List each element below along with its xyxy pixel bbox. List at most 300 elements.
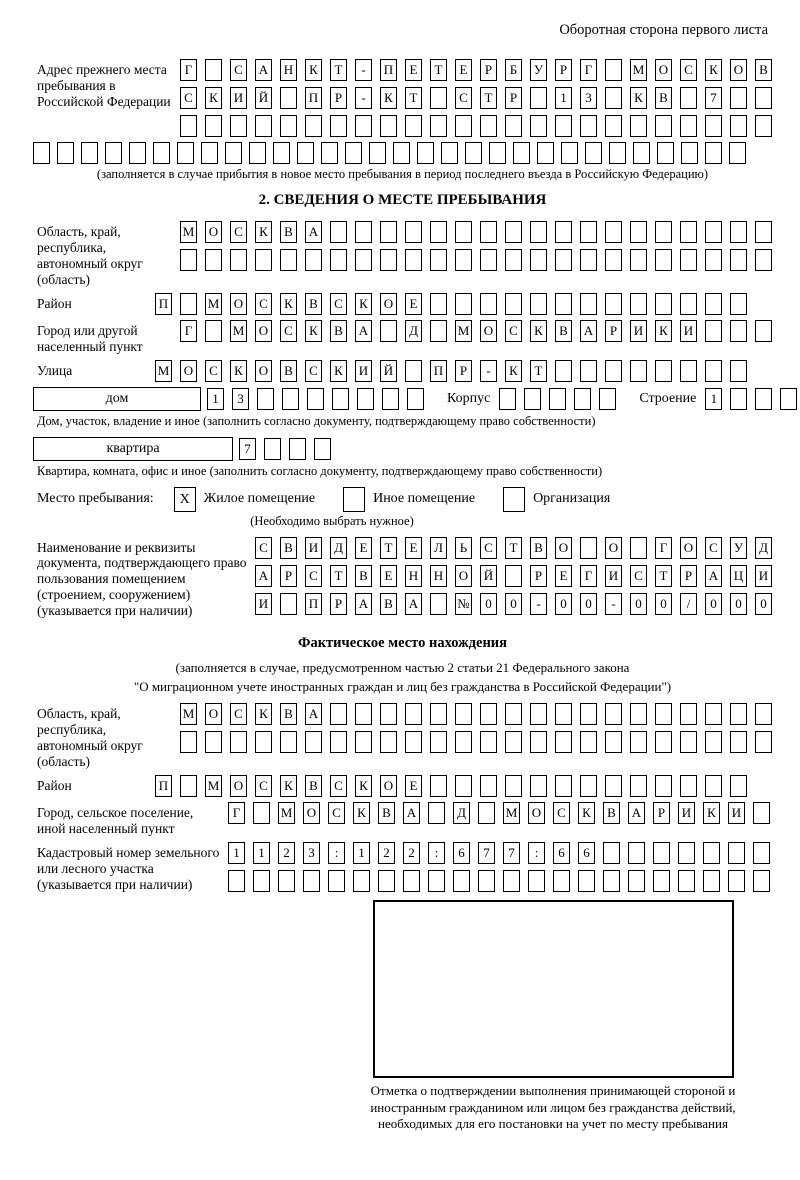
char-box[interactable]: [755, 320, 772, 342]
char-box[interactable]: [609, 142, 626, 164]
char-box[interactable]: Г: [580, 59, 597, 81]
char-box[interactable]: В: [555, 320, 572, 342]
char-box[interactable]: [605, 360, 622, 382]
char-box[interactable]: В: [280, 360, 297, 382]
char-box[interactable]: [605, 59, 622, 81]
char-box[interactable]: [465, 142, 482, 164]
char-box[interactable]: П: [155, 293, 172, 315]
char-box[interactable]: [405, 731, 422, 753]
char-box[interactable]: О: [380, 293, 397, 315]
char-box[interactable]: 7: [478, 842, 495, 864]
char-box[interactable]: [355, 731, 372, 753]
char-box[interactable]: У: [730, 537, 747, 559]
char-box[interactable]: Д: [453, 802, 470, 824]
char-box[interactable]: [580, 115, 597, 137]
char-box[interactable]: К: [330, 360, 347, 382]
char-box[interactable]: С: [680, 59, 697, 81]
char-box[interactable]: К: [380, 87, 397, 109]
char-box[interactable]: Н: [430, 565, 447, 587]
char-box[interactable]: 0: [555, 593, 572, 615]
char-box[interactable]: И: [680, 320, 697, 342]
char-box[interactable]: [728, 870, 745, 892]
char-box[interactable]: В: [305, 775, 322, 797]
char-box[interactable]: О: [205, 703, 222, 725]
char-box[interactable]: [505, 293, 522, 315]
char-box[interactable]: [505, 249, 522, 271]
char-box[interactable]: [177, 142, 194, 164]
char-box[interactable]: О: [730, 59, 747, 81]
char-box[interactable]: А: [628, 802, 645, 824]
char-box[interactable]: [605, 221, 622, 243]
char-box[interactable]: [455, 249, 472, 271]
char-box[interactable]: Е: [555, 565, 572, 587]
char-box[interactable]: [428, 870, 445, 892]
char-box[interactable]: [257, 388, 274, 410]
char-box[interactable]: [730, 731, 747, 753]
char-box[interactable]: [355, 249, 372, 271]
char-box[interactable]: 3: [232, 388, 249, 410]
char-box[interactable]: [480, 775, 497, 797]
char-box[interactable]: 1: [705, 388, 722, 410]
char-box[interactable]: С: [230, 703, 247, 725]
char-box[interactable]: [524, 388, 541, 410]
char-box[interactable]: [180, 115, 197, 137]
char-box[interactable]: Е: [405, 775, 422, 797]
char-box[interactable]: [430, 221, 447, 243]
char-box[interactable]: В: [755, 59, 772, 81]
char-box[interactable]: [605, 115, 622, 137]
char-box[interactable]: О: [480, 320, 497, 342]
char-box[interactable]: Е: [405, 293, 422, 315]
char-box[interactable]: [289, 438, 306, 460]
char-box[interactable]: О: [230, 775, 247, 797]
char-box[interactable]: [730, 775, 747, 797]
char-box[interactable]: Й: [480, 565, 497, 587]
char-box[interactable]: [680, 293, 697, 315]
char-box[interactable]: Т: [430, 59, 447, 81]
char-box[interactable]: [441, 142, 458, 164]
char-box[interactable]: О: [205, 221, 222, 243]
char-box[interactable]: О: [180, 360, 197, 382]
char-box[interactable]: [455, 293, 472, 315]
char-box[interactable]: 0: [480, 593, 497, 615]
char-box[interactable]: Е: [355, 537, 372, 559]
char-box[interactable]: [605, 293, 622, 315]
char-box[interactable]: [405, 360, 422, 382]
char-box[interactable]: [505, 775, 522, 797]
char-box[interactable]: М: [278, 802, 295, 824]
char-box[interactable]: [417, 142, 434, 164]
char-box[interactable]: [730, 87, 747, 109]
char-box[interactable]: С: [180, 87, 197, 109]
char-box[interactable]: А: [580, 320, 597, 342]
char-box[interactable]: Р: [505, 87, 522, 109]
char-box[interactable]: [430, 593, 447, 615]
char-box[interactable]: И: [305, 537, 322, 559]
char-box[interactable]: [380, 320, 397, 342]
char-box[interactable]: 0: [630, 593, 647, 615]
char-box[interactable]: [455, 115, 472, 137]
char-box[interactable]: [680, 249, 697, 271]
char-box[interactable]: И: [728, 802, 745, 824]
char-box[interactable]: [205, 59, 222, 81]
char-box[interactable]: [57, 142, 74, 164]
char-box[interactable]: [455, 731, 472, 753]
char-box[interactable]: [680, 115, 697, 137]
char-box[interactable]: [280, 593, 297, 615]
char-box[interactable]: А: [403, 802, 420, 824]
char-box[interactable]: [505, 731, 522, 753]
char-box[interactable]: [530, 775, 547, 797]
char-box[interactable]: [505, 703, 522, 725]
char-box[interactable]: [228, 870, 245, 892]
checkbox-residential[interactable]: X: [174, 487, 196, 512]
char-box[interactable]: Р: [330, 87, 347, 109]
char-box[interactable]: [330, 703, 347, 725]
char-box[interactable]: [655, 249, 672, 271]
char-box[interactable]: :: [328, 842, 345, 864]
char-box[interactable]: П: [430, 360, 447, 382]
char-box[interactable]: [407, 388, 424, 410]
char-box[interactable]: [680, 87, 697, 109]
char-box[interactable]: 0: [655, 593, 672, 615]
char-box[interactable]: [321, 142, 338, 164]
char-box[interactable]: Т: [330, 59, 347, 81]
char-box[interactable]: [280, 249, 297, 271]
char-box[interactable]: :: [428, 842, 445, 864]
char-box[interactable]: [755, 249, 772, 271]
char-box[interactable]: М: [230, 320, 247, 342]
char-box[interactable]: С: [553, 802, 570, 824]
char-box[interactable]: [453, 870, 470, 892]
char-box[interactable]: [205, 249, 222, 271]
char-box[interactable]: Р: [330, 593, 347, 615]
char-box[interactable]: [574, 388, 591, 410]
char-box[interactable]: Р: [605, 320, 622, 342]
char-box[interactable]: [430, 115, 447, 137]
char-box[interactable]: [580, 731, 597, 753]
char-box[interactable]: В: [380, 593, 397, 615]
char-box[interactable]: О: [555, 537, 572, 559]
char-box[interactable]: Л: [430, 537, 447, 559]
char-box[interactable]: В: [530, 537, 547, 559]
char-box[interactable]: С: [255, 537, 272, 559]
char-box[interactable]: [280, 115, 297, 137]
char-box[interactable]: [405, 249, 422, 271]
char-box[interactable]: [380, 703, 397, 725]
char-box[interactable]: [580, 537, 597, 559]
char-box[interactable]: [430, 320, 447, 342]
char-box[interactable]: С: [230, 59, 247, 81]
char-box[interactable]: У: [530, 59, 547, 81]
char-box[interactable]: 6: [553, 842, 570, 864]
char-box[interactable]: К: [705, 59, 722, 81]
char-box[interactable]: С: [205, 360, 222, 382]
char-box[interactable]: [580, 293, 597, 315]
char-box[interactable]: 7: [239, 438, 256, 460]
char-box[interactable]: [505, 115, 522, 137]
char-box[interactable]: С: [305, 360, 322, 382]
char-box[interactable]: Т: [405, 87, 422, 109]
char-box[interactable]: [480, 115, 497, 137]
char-box[interactable]: С: [230, 221, 247, 243]
char-box[interactable]: [705, 115, 722, 137]
char-box[interactable]: [230, 731, 247, 753]
char-box[interactable]: О: [528, 802, 545, 824]
char-box[interactable]: [730, 388, 747, 410]
char-box[interactable]: И: [355, 360, 372, 382]
char-box[interactable]: С: [630, 565, 647, 587]
char-box[interactable]: [555, 775, 572, 797]
char-box[interactable]: [428, 802, 445, 824]
char-box[interactable]: [180, 731, 197, 753]
char-box[interactable]: П: [305, 593, 322, 615]
char-box[interactable]: П: [155, 775, 172, 797]
char-box[interactable]: [255, 115, 272, 137]
char-box[interactable]: [553, 870, 570, 892]
char-box[interactable]: Е: [405, 59, 422, 81]
char-box[interactable]: Н: [280, 59, 297, 81]
char-box[interactable]: [305, 249, 322, 271]
char-box[interactable]: 1: [253, 842, 270, 864]
char-box[interactable]: [681, 142, 698, 164]
char-box[interactable]: [455, 775, 472, 797]
char-box[interactable]: [330, 249, 347, 271]
char-box[interactable]: [249, 142, 266, 164]
char-box[interactable]: К: [355, 775, 372, 797]
char-box[interactable]: 0: [755, 593, 772, 615]
char-box[interactable]: [380, 115, 397, 137]
char-box[interactable]: [153, 142, 170, 164]
char-box[interactable]: [578, 870, 595, 892]
char-box[interactable]: 7: [705, 87, 722, 109]
char-box[interactable]: [630, 703, 647, 725]
char-box[interactable]: [655, 703, 672, 725]
char-box[interactable]: [530, 703, 547, 725]
char-box[interactable]: [630, 221, 647, 243]
char-box[interactable]: Р: [653, 802, 670, 824]
char-box[interactable]: [678, 842, 695, 864]
char-box[interactable]: [605, 249, 622, 271]
char-box[interactable]: [780, 388, 797, 410]
char-box[interactable]: [655, 293, 672, 315]
char-box[interactable]: И: [255, 593, 272, 615]
char-box[interactable]: С: [255, 293, 272, 315]
char-box[interactable]: 0: [505, 593, 522, 615]
char-box[interactable]: 6: [578, 842, 595, 864]
char-box[interactable]: М: [205, 775, 222, 797]
char-box[interactable]: 6: [453, 842, 470, 864]
char-box[interactable]: [253, 802, 270, 824]
char-box[interactable]: Р: [280, 565, 297, 587]
char-box[interactable]: Т: [655, 565, 672, 587]
char-box[interactable]: [405, 703, 422, 725]
char-box[interactable]: 2: [378, 842, 395, 864]
char-box[interactable]: [305, 731, 322, 753]
char-box[interactable]: Б: [505, 59, 522, 81]
char-box[interactable]: [369, 142, 386, 164]
char-box[interactable]: [703, 842, 720, 864]
char-box[interactable]: [555, 360, 572, 382]
char-box[interactable]: К: [530, 320, 547, 342]
char-box[interactable]: [630, 115, 647, 137]
char-box[interactable]: 0: [580, 593, 597, 615]
char-box[interactable]: 1: [353, 842, 370, 864]
char-box[interactable]: К: [353, 802, 370, 824]
char-box[interactable]: М: [630, 59, 647, 81]
char-box[interactable]: [430, 731, 447, 753]
char-box[interactable]: [33, 142, 50, 164]
char-box[interactable]: [730, 360, 747, 382]
char-box[interactable]: Ь: [455, 537, 472, 559]
char-box[interactable]: К: [280, 293, 297, 315]
char-box[interactable]: С: [328, 802, 345, 824]
char-box[interactable]: [580, 249, 597, 271]
char-box[interactable]: [580, 360, 597, 382]
char-box[interactable]: [657, 142, 674, 164]
char-box[interactable]: [330, 221, 347, 243]
char-box[interactable]: 0: [730, 593, 747, 615]
char-box[interactable]: 0: [705, 593, 722, 615]
char-box[interactable]: [280, 87, 297, 109]
char-box[interactable]: О: [255, 360, 272, 382]
char-box[interactable]: Т: [530, 360, 547, 382]
char-box[interactable]: [630, 775, 647, 797]
char-box[interactable]: -: [355, 87, 372, 109]
char-box[interactable]: [730, 249, 747, 271]
char-box[interactable]: [297, 142, 314, 164]
char-box[interactable]: [530, 249, 547, 271]
char-box[interactable]: [129, 142, 146, 164]
char-box[interactable]: [530, 87, 547, 109]
char-box[interactable]: Р: [480, 59, 497, 81]
char-box[interactable]: /: [680, 593, 697, 615]
char-box[interactable]: М: [180, 703, 197, 725]
char-box[interactable]: [380, 249, 397, 271]
char-box[interactable]: [680, 703, 697, 725]
char-box[interactable]: О: [303, 802, 320, 824]
char-box[interactable]: Р: [680, 565, 697, 587]
char-box[interactable]: Д: [330, 537, 347, 559]
char-box[interactable]: [555, 703, 572, 725]
char-box[interactable]: [378, 870, 395, 892]
char-box[interactable]: -: [480, 360, 497, 382]
char-box[interactable]: [480, 731, 497, 753]
char-box[interactable]: А: [255, 59, 272, 81]
char-box[interactable]: [355, 115, 372, 137]
char-box[interactable]: [255, 249, 272, 271]
char-box[interactable]: [253, 870, 270, 892]
char-box[interactable]: [605, 87, 622, 109]
char-box[interactable]: Г: [655, 537, 672, 559]
char-box[interactable]: А: [355, 320, 372, 342]
char-box[interactable]: [680, 731, 697, 753]
char-box[interactable]: [537, 142, 554, 164]
char-box[interactable]: [530, 293, 547, 315]
char-box[interactable]: [653, 842, 670, 864]
char-box[interactable]: [730, 320, 747, 342]
char-box[interactable]: В: [280, 537, 297, 559]
char-box[interactable]: К: [230, 360, 247, 382]
char-box[interactable]: [405, 115, 422, 137]
char-box[interactable]: [729, 142, 746, 164]
char-box[interactable]: [205, 115, 222, 137]
char-box[interactable]: [180, 775, 197, 797]
char-box[interactable]: [599, 388, 616, 410]
char-box[interactable]: [330, 731, 347, 753]
char-box[interactable]: О: [655, 59, 672, 81]
char-box[interactable]: [455, 703, 472, 725]
char-box[interactable]: [355, 221, 372, 243]
char-box[interactable]: Р: [455, 360, 472, 382]
char-box[interactable]: Г: [180, 320, 197, 342]
char-box[interactable]: [755, 388, 772, 410]
char-box[interactable]: [530, 731, 547, 753]
char-box[interactable]: С: [455, 87, 472, 109]
char-box[interactable]: [264, 438, 281, 460]
char-box[interactable]: [307, 388, 324, 410]
char-box[interactable]: К: [255, 221, 272, 243]
char-box[interactable]: [705, 249, 722, 271]
char-box[interactable]: [282, 388, 299, 410]
char-box[interactable]: [630, 249, 647, 271]
char-box[interactable]: [655, 360, 672, 382]
char-box[interactable]: [478, 802, 495, 824]
char-box[interactable]: 2: [403, 842, 420, 864]
char-box[interactable]: В: [305, 293, 322, 315]
char-box[interactable]: [430, 87, 447, 109]
char-box[interactable]: [280, 731, 297, 753]
char-box[interactable]: [403, 870, 420, 892]
char-box[interactable]: [755, 731, 772, 753]
char-box[interactable]: [314, 438, 331, 460]
char-box[interactable]: [730, 221, 747, 243]
char-box[interactable]: [653, 870, 670, 892]
char-box[interactable]: Д: [755, 537, 772, 559]
char-box[interactable]: [455, 221, 472, 243]
char-box[interactable]: И: [230, 87, 247, 109]
char-box[interactable]: С: [305, 565, 322, 587]
char-box[interactable]: [753, 802, 770, 824]
char-box[interactable]: [753, 842, 770, 864]
char-box[interactable]: [630, 293, 647, 315]
char-box[interactable]: [605, 775, 622, 797]
char-box[interactable]: [755, 703, 772, 725]
char-box[interactable]: [555, 221, 572, 243]
char-box[interactable]: И: [630, 320, 647, 342]
char-box[interactable]: [680, 221, 697, 243]
char-box[interactable]: 3: [303, 842, 320, 864]
char-box[interactable]: [357, 388, 374, 410]
char-box[interactable]: И: [755, 565, 772, 587]
char-box[interactable]: 7: [503, 842, 520, 864]
char-box[interactable]: [230, 115, 247, 137]
char-box[interactable]: [555, 731, 572, 753]
char-box[interactable]: [705, 142, 722, 164]
char-box[interactable]: [225, 142, 242, 164]
char-box[interactable]: [81, 142, 98, 164]
char-box[interactable]: О: [455, 565, 472, 587]
char-box[interactable]: [561, 142, 578, 164]
char-box[interactable]: Е: [455, 59, 472, 81]
char-box[interactable]: Г: [180, 59, 197, 81]
char-box[interactable]: Е: [405, 537, 422, 559]
char-box[interactable]: О: [680, 537, 697, 559]
char-box[interactable]: [678, 870, 695, 892]
char-box[interactable]: И: [605, 565, 622, 587]
char-box[interactable]: В: [280, 703, 297, 725]
char-box[interactable]: [605, 703, 622, 725]
